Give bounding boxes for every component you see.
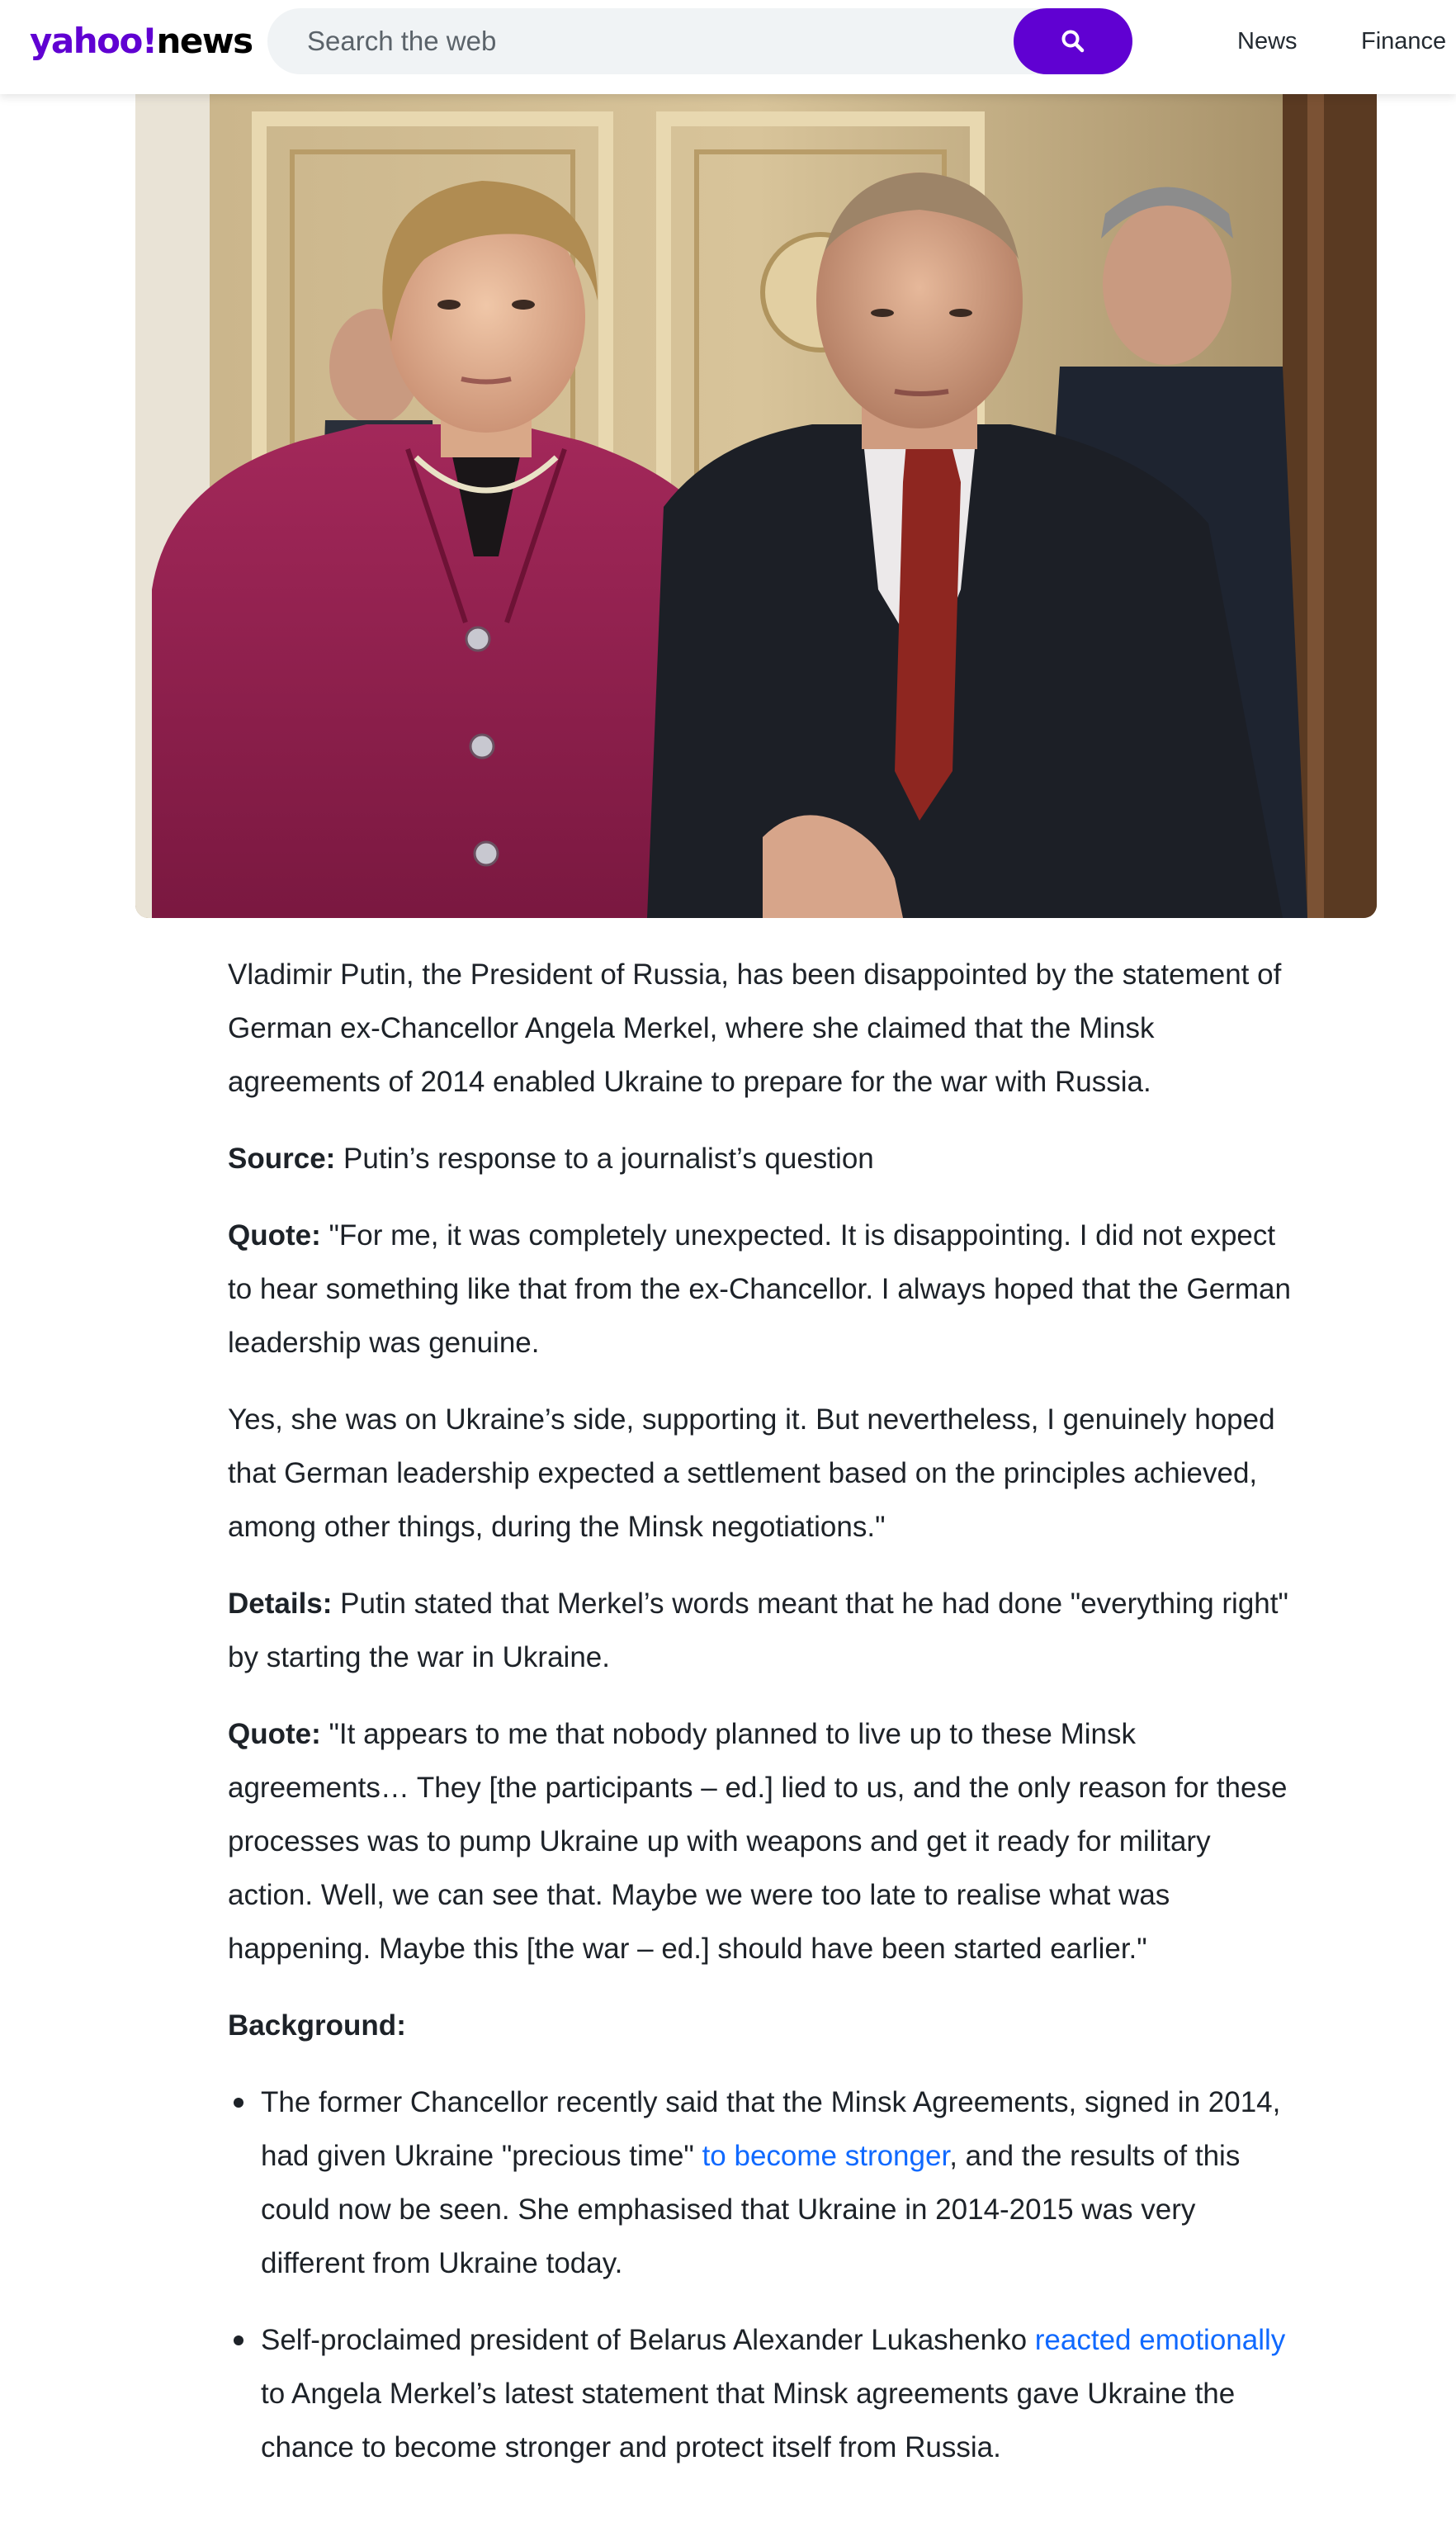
hero-photo <box>135 94 1377 918</box>
logo-news-text: news <box>156 21 253 61</box>
yahoo-news-logo[interactable] <box>30 18 253 64</box>
search-button[interactable] <box>1014 8 1132 74</box>
details-label: Details: <box>228 1588 333 1620</box>
background-heading <box>228 1999 1301 2052</box>
list-item <box>261 2075 1301 2290</box>
nav-news-link[interactable]: News <box>1237 28 1298 54</box>
nav-finance-link[interactable]: Finance <box>1361 28 1447 54</box>
quote1-continued-paragraph: Yes, she was on Ukraine’s side, supporting it. But nevertheless, I genuinely hoped that German leadership expected a settlement based on the principles achieved, among other things, during the Minsk negotiations." <box>228 1403 1275 1543</box>
source-text: Putin’s response to a journalist’s question <box>335 1143 874 1175</box>
bullet-2-after: to Angela Merkel’s latest statement that Minsk agreements gave Ukraine the chance to become stronger and protect itself from Russia. <box>261 2378 1236 2463</box>
reacted-emotionally-link[interactable]: reacted emotionally <box>1034 2324 1286 2356</box>
list-item <box>261 2313 1301 2474</box>
quote2-label: Quote: <box>228 1718 321 1750</box>
background-label: Background: <box>228 2009 406 2042</box>
bullet-1-after: , and the results of this could now be seen. She emphasised that Ukraine in 2014-2015 was very different from Ukraine today. <box>261 2140 1241 2279</box>
search-input[interactable] <box>307 8 901 74</box>
details-text: Putin stated that Merkel’s words meant that he had done "everything right" by starting the war in Ukraine. <box>228 1588 1288 1673</box>
quote1-paragraph <box>228 1209 1301 1370</box>
bullet-1-before: The former Chancellor recently said that the Minsk Agreements, signed in 2014, had given Ukraine "precious time" <box>261 2086 1281 2172</box>
quote2-paragraph <box>228 1707 1301 1976</box>
source-label: Source: <box>228 1143 336 1175</box>
details-paragraph <box>228 1577 1301 1684</box>
background-list <box>228 2075 1301 2474</box>
search-bar <box>267 8 1132 74</box>
hero-image <box>135 94 1377 918</box>
quote1-text: "For me, it was completely unexpected. It is disappointing. I did not expect to hear something like that from the ex-Chancellor. I always hoped that the German leadership was genuine. <box>228 1219 1291 1359</box>
article-body <box>228 948 1301 2497</box>
article-intro-paragraph: Vladimir Putin, the President of Russia, has been disappointed by the statement of German ex-Chancellor Angela Merkel, where she claimed that the Minsk agreements of 2014 enabled Ukraine to prepare for the war with Russia. <box>228 958 1282 1098</box>
bullet-icon <box>234 2335 243 2345</box>
logo-yahoo-text: yahoo! <box>30 21 157 61</box>
top-header <box>0 0 1456 94</box>
quote1-label: Quote: <box>228 1219 321 1252</box>
quote2-text: "It appears to me that nobody planned to live up to these Minsk agreements… They [the participants – ed.] lied to us, and the only reason for these processes was to pump Ukraine up with weapons and get it ready for military action. Well, we can see that. Maybe we were too late to realise what was happening. Maybe this [the war – ed.] should have been started earlier." <box>228 1718 1288 1965</box>
source-paragraph <box>228 1132 1301 1185</box>
bullet-2-before: Self-proclaimed president of Belarus Alexander Lukashenko <box>261 2324 1035 2356</box>
search-icon <box>1061 29 1085 54</box>
bullet-icon <box>234 2098 243 2108</box>
to-become-stronger-link[interactable]: to become stronger <box>702 2140 950 2172</box>
